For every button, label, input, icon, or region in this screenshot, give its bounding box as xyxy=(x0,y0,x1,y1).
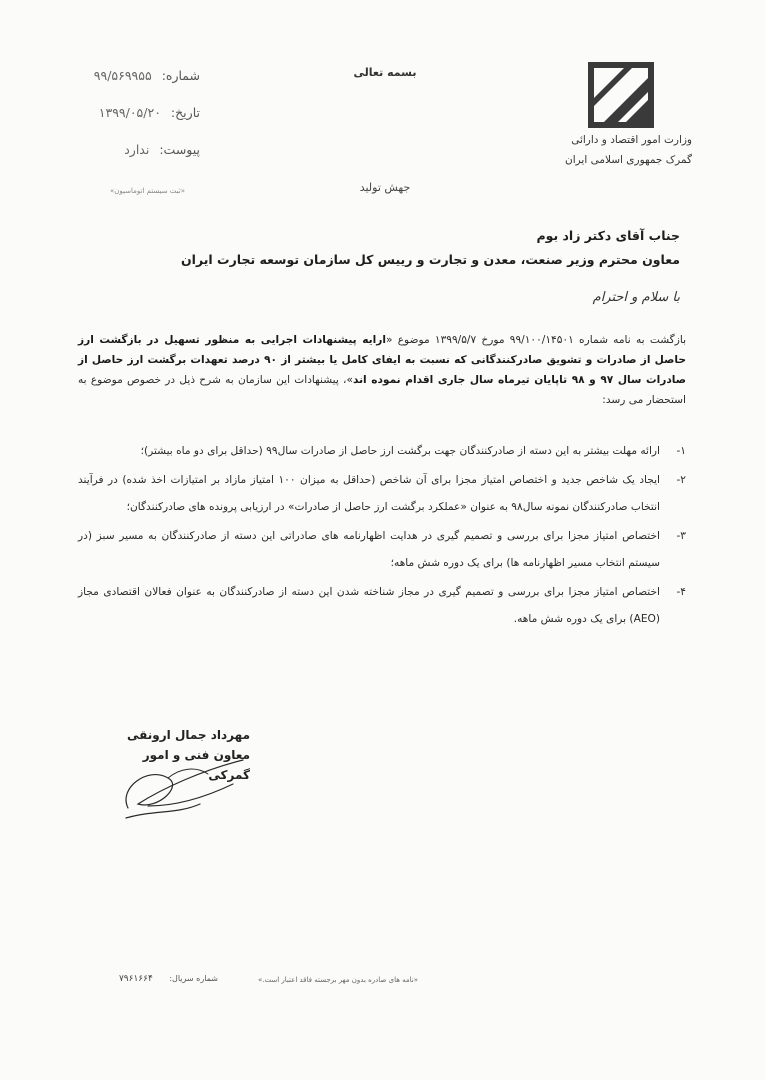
greeting: با سلام و احترام xyxy=(592,290,680,305)
letter-meta xyxy=(60,68,200,179)
organization-name xyxy=(520,130,692,170)
list-item xyxy=(78,467,686,521)
proposal-list xyxy=(78,438,686,635)
body-paragraph xyxy=(78,330,686,410)
list-item-text: اختصاص امتیاز مجزا برای بررسی و تصمیم گیری در مجاز شناخته شدن این دسته از صادرکنندگان به عنوان فعالان اقتصادی مجاز (AEO) برای یک دوره شش ماهه. xyxy=(78,586,660,625)
meta-date-row xyxy=(60,105,200,142)
date-label: تاریخ: xyxy=(170,105,200,120)
recipient-block xyxy=(180,224,680,272)
list-item-number: ۴- xyxy=(676,586,686,598)
recipient-name: جناب آقای دکتر زاد بوم xyxy=(536,228,680,243)
list-item-number: ۲- xyxy=(676,474,686,486)
number-value: ۹۹/۵۶۹۹۵۵ xyxy=(93,68,152,83)
body-subject: ارایه پیشنهادات اجرایی به منظور تسهیل در بازگشت ارز حاصل از صادرات و تشویق صادرکنندگانی که نسبت به ایفای کامل یا بیشتر از ۹۰ درصد تعهدات برگشت ارز حاصل از صادرات سال ۹۷ و ۹۸ تاپایان تیرماه سال جاری اقدام نموده اند xyxy=(78,334,686,386)
customs-logo-icon xyxy=(588,62,654,128)
archive-note: «ثبت سیستم اتوماسیون» xyxy=(109,187,186,195)
number-label: شماره: xyxy=(161,68,200,83)
attachment-value: ندارد xyxy=(124,142,150,157)
list-item xyxy=(78,523,686,577)
list-item-number: ۳- xyxy=(676,530,686,542)
org-line-ministry: وزارت امور اقتصاد و دارائی xyxy=(571,134,692,146)
signatory-name: مهرداد جمال ارونقی xyxy=(127,728,250,742)
meta-number-row xyxy=(60,68,200,105)
list-item-text: اختصاص امتیاز مجزا برای بررسی و تصمیم گیری در هدایت اظهارنامه های صادراتی این دسته از صادرکنندگان به مسیر سبز (در سیستم انتخاب مسیر اظهارنامه ها) برای یک دوره شش ماهه؛ xyxy=(78,530,660,569)
basmala-heading: بسمه تعالی xyxy=(353,66,417,79)
footer-validity-note: «نامه های صادره بدون مهر برجسته فاقد اعتبار است.» xyxy=(258,976,418,984)
meta-attachment-row xyxy=(60,142,200,179)
date-value: ۱۳۹۹/۰۵/۲۰ xyxy=(98,105,161,120)
signatory-title: معاون فنی و امور گمرکی xyxy=(142,748,250,782)
serial-value: ۷۹۶۱۶۶۴ xyxy=(118,974,153,984)
attachment-label: پیوست: xyxy=(159,142,200,157)
list-item xyxy=(78,438,686,465)
list-item xyxy=(78,579,686,633)
list-item-number: ۱- xyxy=(676,445,686,457)
body-text-end: »، پیشنهادات این سازمان به شرح ذیل در خصوص موضوع به استحضار می رسد: xyxy=(78,374,686,406)
serial-label: شماره سریال: xyxy=(169,974,218,983)
handwritten-signature-icon xyxy=(108,748,258,828)
body-text-start: بازگشت به نامه شماره ۹۹/۱۰۰/۱۴۵۰۱ مورخ ۱۳۹۹/۵/۷ موضوع « xyxy=(385,334,687,346)
info-line: جهش تولید xyxy=(359,181,411,194)
footer-serial xyxy=(78,974,218,984)
recipient-title: معاون محترم وزیر صنعت، معدن و تجارت و رییس کل سازمان توسعه تجارت ایران xyxy=(180,252,680,267)
list-item-text: ایجاد یک شاخص جدید و اختصاص امتیاز مجزا برای آن شاخص (حداقل به میزان ۱۰۰ امتیاز مازاد بر امتیازات اخذ شده) در فرآیند انتخاب صادرکنندگان نمونه سال۹۸ به عنوان «عملکرد برگشت ارز حاصل از صادرات» در ارزیابی پرونده های صادرکنندگان؛ xyxy=(78,474,660,513)
org-line-customs: گمرک جمهوری اسلامی ایران xyxy=(564,154,692,166)
list-item-text: ارائه مهلت بیشتر به این دسته از صادرکنندگان جهت برگشت ارز حاصل از صادرات سال۹۹ (حداقل برای دو ماه بیشتر)؛ xyxy=(140,445,660,457)
